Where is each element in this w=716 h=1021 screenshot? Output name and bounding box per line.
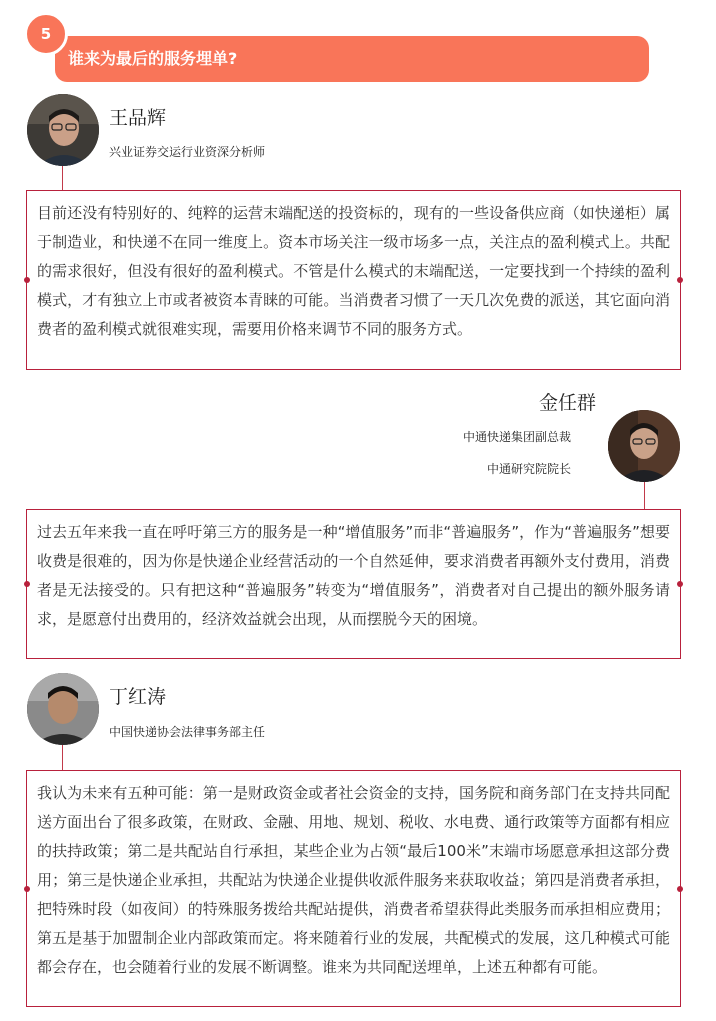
speaker-title: 中通快递集团副总裁 — [463, 430, 572, 444]
avatar-jin — [608, 410, 680, 482]
avatar-wang — [27, 94, 99, 166]
connector-line — [644, 482, 645, 509]
speaker-name: 丁红涛 — [109, 686, 167, 708]
connector-line — [62, 745, 63, 770]
section-number-badge: 5 — [24, 12, 68, 56]
avatar-ding — [27, 673, 99, 745]
speaker-title: 中国快递协会法律事务部主任 — [109, 725, 266, 739]
quote-box — [26, 770, 681, 1007]
frame-dot — [24, 886, 30, 892]
quote-text: 目前还没有特别好的、纯粹的运营末端配送的投资标的，现有的一些设备供应商（如快递柜）属于制造业，和快递不在同一维度上。资本市场关注一级市场多一点，关注点的盈利模式上。共配的需求很好，但没有很好的盈利模式。不管是什么模式的末端配送，一定要找到一个持续的盈利模式，才有独立上市或者被资本青睐的可能。当消费者习惯了一天几次免费的派送，其它面向消费者的盈利模式就很难实现，需要用价格来调节不同的服务方式。 — [37, 204, 670, 338]
frame-dot — [677, 277, 683, 283]
speaker-title: 中通研究院院长 — [487, 462, 572, 476]
quote-box — [26, 509, 681, 659]
quote-text: 我认为未来有五种可能：第一是财政资金或者社会资金的支持，国务院和商务部门在支持共同配送方面出台了很多政策，在财政、金融、用地、规划、税收、水电费、通行政策等方面都有相应的扶持政策；第二是共配站自行承担，某些企业为占领“最后100米”末端市场愿意承担这部分费用；第三是快递企业承担，共配站为快递企业提供收派件服务来获取收益；第四是消费者承担，把特殊时段（如夜间）的特殊服务拨给共配站提供，消费者希望获得此类服务而承担相应费用；第五是基于加盟制企业内部政策而定。将来随着行业的发展，共配模式的发展，这几种模式可能都会存在，也会随着行业的发展不断调整。谁来为共同配送埋单，上述五种都有可能。 — [37, 784, 670, 976]
quote-text: 过去五年来我一直在呼吁第三方的服务是一种“增值服务”而非“普遍服务”，作为“普遍服务”想要收费是很难的，因为你是快递企业经营活动的一个自然延伸，要求消费者再额外支付费用，消费者是无法接受的。只有把这种“普遍服务”转变为“增值服务”，消费者对自己提出的额外服务请求，是愿意付出费用的，经济效益就会出现，从而摆脱今天的困境。 — [37, 523, 670, 628]
frame-dot — [677, 581, 683, 587]
connector-line — [62, 166, 63, 190]
frame-dot — [24, 581, 30, 587]
quote-box — [26, 190, 681, 370]
speaker-title: 兴业证券交运行业资深分析师 — [109, 145, 266, 159]
speaker-name: 王品辉 — [109, 107, 167, 129]
section-title: 谁来为最后的服务埋单? — [68, 49, 238, 68]
speaker-name: 金任群 — [539, 392, 597, 414]
frame-dot — [677, 886, 683, 892]
frame-dot — [24, 277, 30, 283]
